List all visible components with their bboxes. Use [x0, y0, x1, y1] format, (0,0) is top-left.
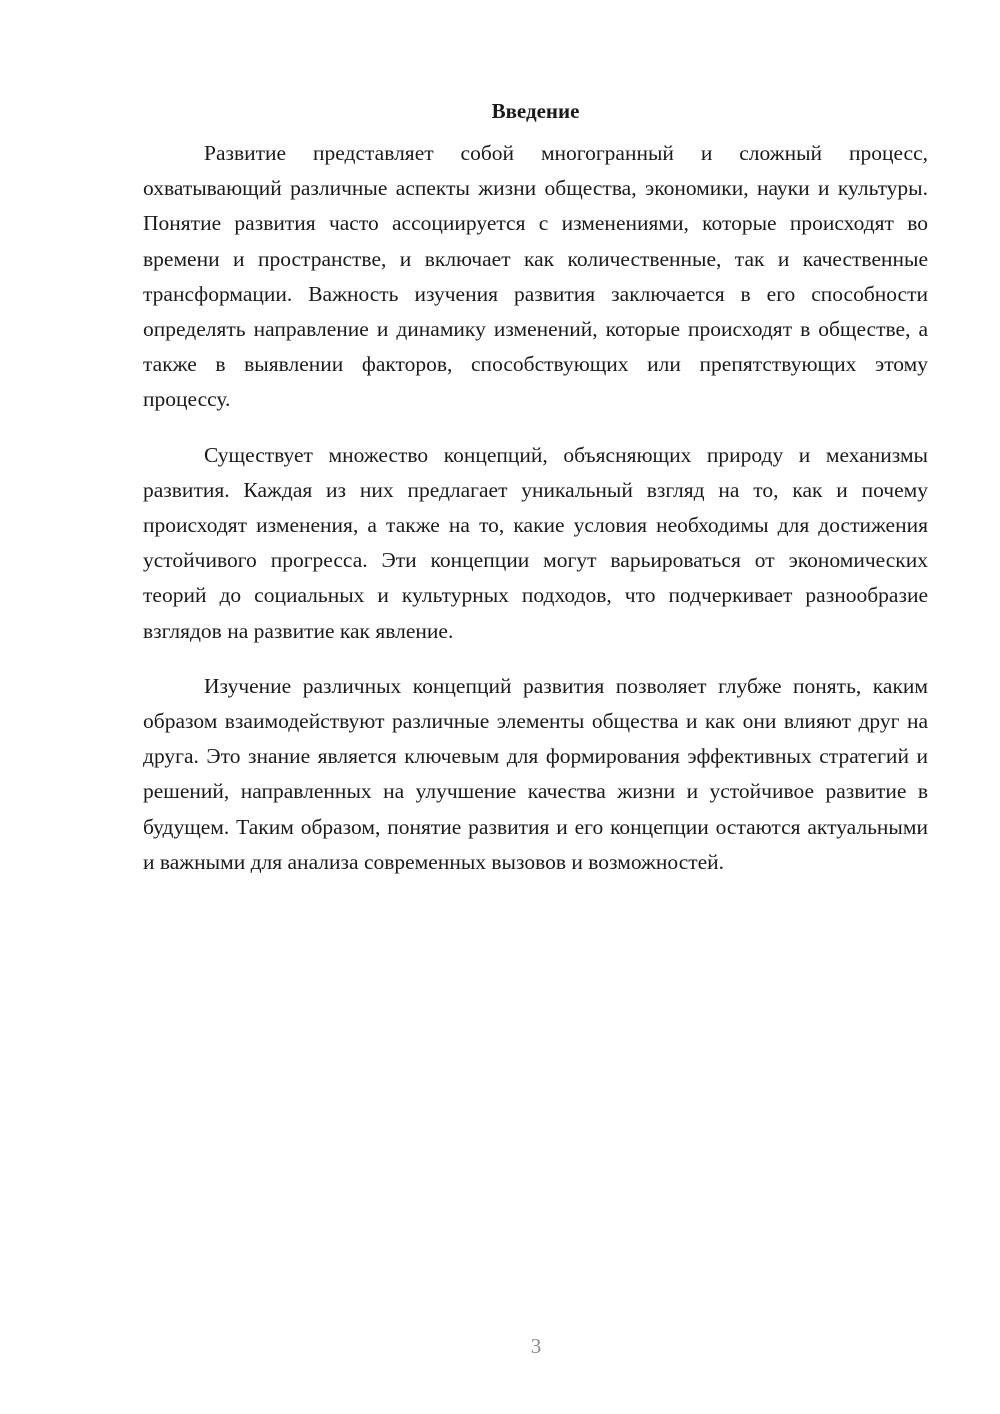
paragraph: Изучение различных концепций развития позволяет глубже понять, каким образом взаимодействуют различные элементы общества и как они влияют друг на друга. Это знание является ключевым для формирования эффективных стратегий и решений, направленных на улучшение качества жизни и устойчивое развитие в будущем. Таким образом, понятие развития и его концепции остаются актуальными и важными для анализа современных вызовов и возможностей. — [143, 673, 928, 874]
page-number: 3 — [530, 1334, 542, 1358]
page-content — [143, 96, 928, 900]
paragraph: Существует множество концепций, объясняющих природу и механизмы развития. Каждая из них предлагает уникальный взгляд на то, как и почему происходят изменения, а также на то, какие условия необходимы для достижения устойчивого прогресса. Эти концепции могут варьироваться от экономических теорий до социальных и культурных подходов, что подчеркивает разнообразие взглядов на развитие как явление. — [143, 442, 928, 643]
section-title: Введение — [491, 99, 580, 123]
paragraph: Развитие представляет собой многогранный и сложный процесс, охватывающий различные аспекты жизни общества, экономики, науки и культуры. Понятие развития часто ассоциируется с изменениями, которые происходят во времени и пространстве, и включает как количественные, так и качественные трансформации. Важность изучения развития заключается в его способности определять направление и динамику изменений, которые происходят в обществе, а также в выявлении факторов, способствующих или препятствующих этому процессу. — [143, 141, 928, 412]
